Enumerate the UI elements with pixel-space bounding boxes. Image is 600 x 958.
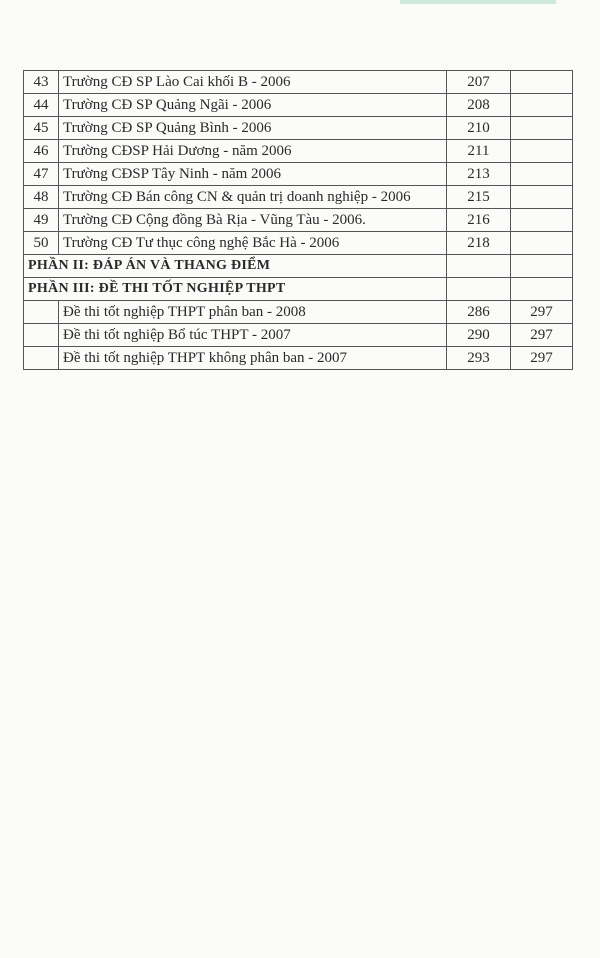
row-title: Trường CĐ Cộng đồng Bà Rịa - Vũng Tàu - 2006. <box>59 209 447 232</box>
table-row <box>24 232 573 255</box>
row-end-page: 297 <box>511 301 573 324</box>
row-end-page <box>511 140 573 163</box>
row-page: 207 <box>447 71 511 94</box>
table-row <box>24 117 573 140</box>
section-heading: PHẦN II: ĐÁP ÁN VÀ THANG ĐIỂM <box>24 255 447 278</box>
row-page: 210 <box>447 117 511 140</box>
row-title: Đề thi tốt nghiệp THPT phân ban - 2008 <box>59 301 447 324</box>
row-page: 211 <box>447 140 511 163</box>
row-number: 45 <box>24 117 59 140</box>
table-row <box>24 347 573 370</box>
row-number: 48 <box>24 186 59 209</box>
row-page: 218 <box>447 232 511 255</box>
row-page: 290 <box>447 324 511 347</box>
row-end-page <box>511 163 573 186</box>
section-page <box>447 278 511 301</box>
row-end-page <box>511 209 573 232</box>
row-title: Trường CĐ SP Quảng Bình - 2006 <box>59 117 447 140</box>
section-end-page <box>511 278 573 301</box>
row-number <box>24 324 59 347</box>
row-end-page <box>511 232 573 255</box>
table-row <box>24 71 573 94</box>
row-page: 286 <box>447 301 511 324</box>
row-number: 46 <box>24 140 59 163</box>
section-page <box>447 255 511 278</box>
row-title: Trường CĐ SP Quảng Ngãi - 2006 <box>59 94 447 117</box>
row-number: 43 <box>24 71 59 94</box>
table-of-contents <box>23 70 573 370</box>
row-title: Đề thi tốt nghiệp THPT không phân ban - 2007 <box>59 347 447 370</box>
row-number <box>24 301 59 324</box>
row-title: Trường CĐ Tư thục công nghệ Bắc Hà - 2006 <box>59 232 447 255</box>
row-end-page <box>511 117 573 140</box>
row-number: 50 <box>24 232 59 255</box>
row-number <box>24 347 59 370</box>
row-page: 215 <box>447 186 511 209</box>
row-page: 208 <box>447 94 511 117</box>
table-row <box>24 301 573 324</box>
section-row <box>24 255 573 278</box>
row-end-page <box>511 71 573 94</box>
row-title: Trường CĐSP Tây Ninh - năm 2006 <box>59 163 447 186</box>
row-number: 47 <box>24 163 59 186</box>
row-end-page <box>511 186 573 209</box>
table-row <box>24 163 573 186</box>
table-row <box>24 140 573 163</box>
section-row <box>24 278 573 301</box>
section-end-page <box>511 255 573 278</box>
row-number: 49 <box>24 209 59 232</box>
row-title: Trường CĐSP Hải Dương - năm 2006 <box>59 140 447 163</box>
row-title: Trường CĐ SP Lào Cai khối B - 2006 <box>59 71 447 94</box>
row-end-page: 297 <box>511 324 573 347</box>
table-row <box>24 324 573 347</box>
row-page: 213 <box>447 163 511 186</box>
top-accent-bar <box>400 0 556 4</box>
row-end-page: 297 <box>511 347 573 370</box>
table-row <box>24 186 573 209</box>
row-page: 216 <box>447 209 511 232</box>
section-heading: PHẦN III: ĐỀ THI TỐT NGHIỆP THPT <box>24 278 447 301</box>
row-number: 44 <box>24 94 59 117</box>
row-page: 293 <box>447 347 511 370</box>
table-row <box>24 94 573 117</box>
row-title: Trường CĐ Bán công CN & quản trị doanh nghiệp - 2006 <box>59 186 447 209</box>
row-title: Đề thi tốt nghiệp Bổ túc THPT - 2007 <box>59 324 447 347</box>
row-end-page <box>511 94 573 117</box>
table-row <box>24 209 573 232</box>
